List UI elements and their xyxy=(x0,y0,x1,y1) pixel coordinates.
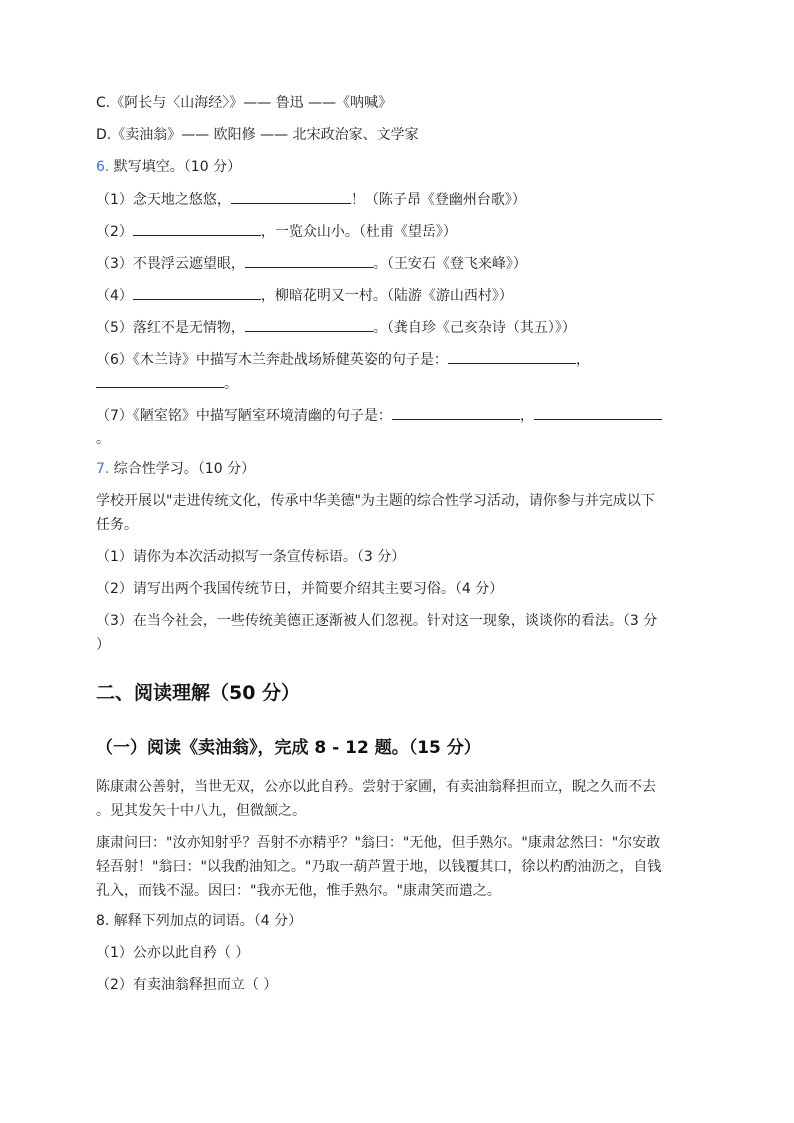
item-text: 。（龚自珍《己亥杂诗（其五）》） xyxy=(372,320,576,336)
item-text: （3）不畏浮云遮望眼， xyxy=(96,256,245,272)
option-c: C.《阿长与〈山海经〉》—— 鲁迅 ——《呐喊》 xyxy=(96,95,393,111)
item-text: （4） xyxy=(96,288,133,304)
answer-blank[interactable] xyxy=(133,222,261,236)
question-text: 综合性学习。（10 分） xyxy=(109,461,256,477)
task-item-2: （2）请写出两个我国传统节日，并简要介绍其主要习俗。（4 分） xyxy=(96,581,504,597)
task-item-3-cont: ） xyxy=(96,637,110,653)
answer-blank[interactable] xyxy=(96,374,224,388)
passage-paragraph-1: 陈康肃公善射，当世无双，公亦以此自矜。尝射于家圃，有卖油翁释担而立，睨之久而不去 xyxy=(96,779,656,795)
item-text: （5）落红不是无情物， xyxy=(96,320,245,336)
item-text: ， xyxy=(519,408,534,424)
fill-item-5 xyxy=(96,318,576,337)
fill-item-3 xyxy=(96,254,527,273)
question-number: 7. xyxy=(96,461,110,477)
fill-item-6 xyxy=(96,350,590,369)
answer-blank[interactable] xyxy=(392,406,520,420)
item-text: （1）念天地之悠悠， xyxy=(96,192,231,208)
item-text: ！（陈子昂《登幽州台歌》） xyxy=(350,192,526,208)
fill-item-6-cont xyxy=(96,374,238,393)
question-number: 6. xyxy=(96,159,110,175)
item-text: ，柳暗花明又一村。（陆游《游山西村》） xyxy=(260,288,513,304)
item-text: 。 xyxy=(224,376,238,392)
item-text: （2） xyxy=(96,224,133,240)
passage-paragraph-1-cont: 。见其发矢十中八九，但微颔之。 xyxy=(96,803,306,819)
fill-item-1 xyxy=(96,190,526,209)
answer-blank[interactable] xyxy=(133,286,261,300)
subsection-title: （一）阅读《卖油翁》，完成 8 - 12 题。（15 分） xyxy=(96,738,481,758)
answer-blank[interactable] xyxy=(534,406,662,420)
task-item-1: （1）请你为本次活动拟写一条宣传标语。（3 分） xyxy=(96,549,406,565)
fill-item-7-cont: 。 xyxy=(96,431,110,447)
task-item-3: （3）在当今社会，一些传统美德正逐渐被人们忽视。针对这一现象，谈谈你的看法。（3 分 xyxy=(96,613,658,629)
fill-item-2 xyxy=(96,222,457,241)
question-8-item-1: （1）公亦以此自矜（ ） xyxy=(96,945,250,961)
item-text: （7）《陋室铭》中描写陋室环境清幽的句子是： xyxy=(96,408,392,424)
question-6-heading xyxy=(96,158,241,176)
question-8-item-2: （2）有卖油翁释担而立（ ） xyxy=(96,977,278,993)
item-text: （6）《木兰诗》中描写木兰奔赴战场矫健英姿的句子是： xyxy=(96,352,448,368)
question-7-heading xyxy=(96,460,255,478)
option-d: D.《卖油翁》—— 欧阳修 —— 北宋政治家、文学家 xyxy=(96,127,419,143)
answer-blank[interactable] xyxy=(245,254,373,268)
passage-paragraph-2-cont: 轻吾射！"翁曰："以我酌油知之。"乃取一葫芦置于地，以钱覆其口，徐以杓酌油沥之，自钱 xyxy=(96,859,662,875)
passage-paragraph-2: 康肃问曰："汝亦知射乎？吾射不亦精乎？"翁曰："无他，但手熟尔。"康肃忿然曰："尔安敢 xyxy=(96,835,661,851)
fill-item-4 xyxy=(96,286,513,305)
answer-blank[interactable] xyxy=(245,318,373,332)
question-text: 默写填空。（10 分） xyxy=(109,159,242,175)
question-7-intro: 学校开展以"走进传统文化，传承中华美德"为主题的综合性学习活动，请你参与并完成以下 xyxy=(96,493,655,509)
question-8-heading: 8. 解释下列加点的词语。（4 分） xyxy=(96,913,303,929)
answer-blank[interactable] xyxy=(231,190,351,204)
item-text: 。（王安石《登飞来峰》） xyxy=(372,256,527,272)
passage-paragraph-2-end: 孔入，而钱不湿。因曰："我亦无他，惟手熟尔。"康肃笑而遣之。 xyxy=(96,883,501,899)
item-text: ，一览众山小。（杜甫《望岳》） xyxy=(260,224,457,240)
answer-blank[interactable] xyxy=(448,350,576,364)
item-text: ， xyxy=(575,352,590,368)
section-title: 二、阅读理解（50 分） xyxy=(96,682,301,704)
question-7-intro-cont: 任务。 xyxy=(96,517,138,533)
fill-item-7 xyxy=(96,406,662,425)
